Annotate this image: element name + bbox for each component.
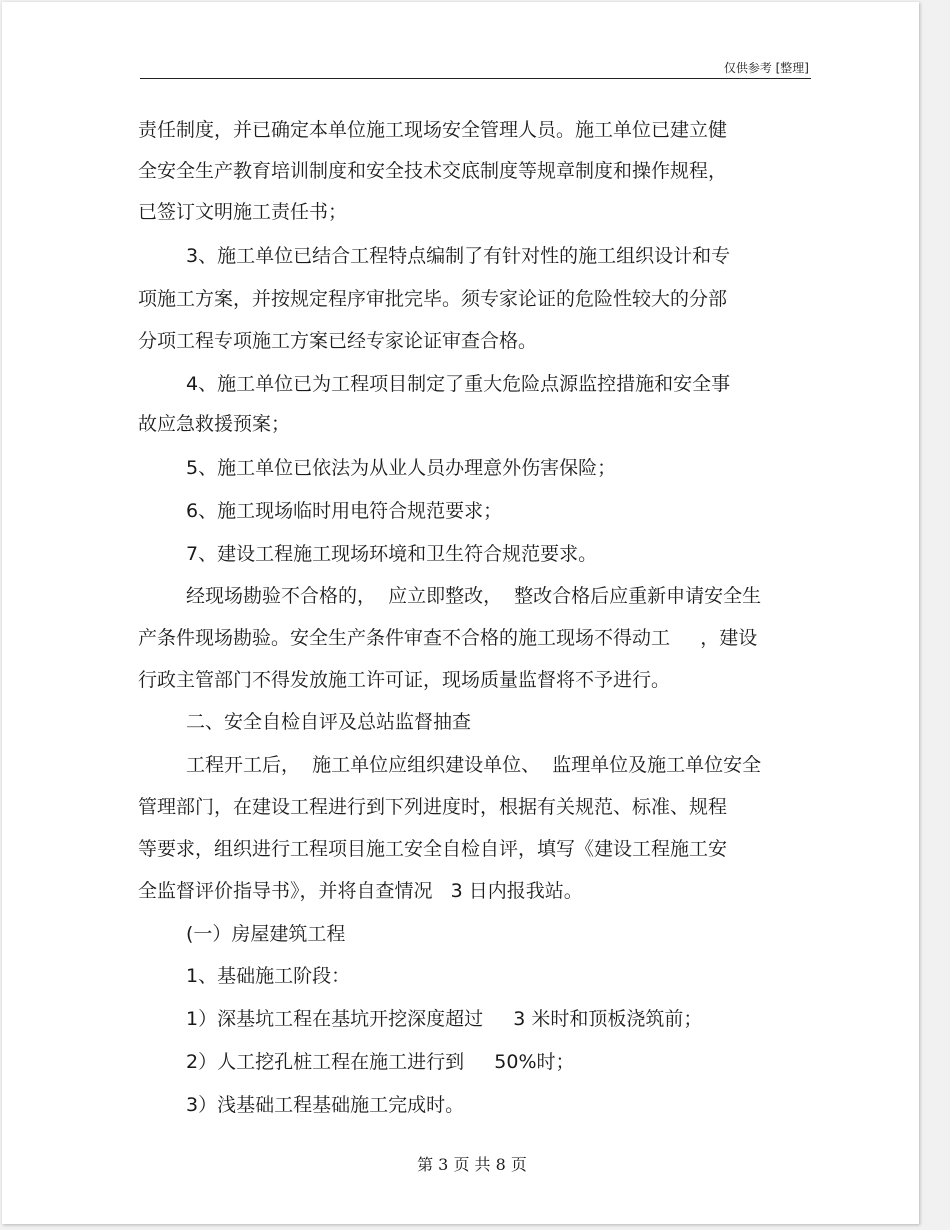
body-line: 分项工程专项施工方案已经专家论证审查合格。 (138, 330, 538, 352)
body-line: 全监督评价指导书》，并将自查情况 3 日内报我站。 (138, 880, 583, 902)
list-item: 1）深基坑工程在基坑开挖深度超过 3 米时和顶板浇筑前； (186, 1008, 703, 1030)
body-line: 管理部门，在建设工程进行到下列进度时，根据有关规范、标准、规程 (138, 796, 728, 818)
body-line: 产条件现场勘验。安全生产条件审查不合格的施工现场不得动工 ，建设 (138, 627, 758, 649)
section-heading: 二、安全自检自评及总站监督抽查 (186, 711, 472, 733)
body-line: 工程开工后， 施工单位应组织建设单位、 监理单位及施工单位安全 (186, 754, 762, 776)
body-line: 6、施工现场临时用电符合规范要求； (186, 500, 503, 522)
body-line: 行政主管部门不得发放施工许可证，现场质量监督将不予进行。 (138, 669, 671, 691)
body-line: 1、基础施工阶段： (186, 965, 351, 987)
subsection-heading: (一）房屋建筑工程 (186, 923, 346, 945)
list-item: 2）人工挖孔桩工程在施工进行到 50%时； (186, 1051, 575, 1073)
body-line: 4、施工单位已为工程项目制定了重大危险点源监控措施和安全事 (186, 373, 731, 395)
body-line: 3、施工单位已结合工程特点编制了有针对性的施工组织设计和专 (186, 245, 731, 267)
page-footer: 第 3 页 共 8 页 (417, 1155, 527, 1174)
body-line: 项施工方案，并按规定程序审批完毕。须专家论证的危险性较大的分部 (138, 288, 728, 310)
document-page (2, 2, 919, 1224)
body-line: 等要求，组织进行工程项目施工安全自检自评，填写《建设工程施工安 (138, 838, 728, 860)
body-line: 故应急救援预案； (138, 413, 291, 435)
body-line: 7、建设工程施工现场环境和卫生符合规范要求。 (186, 543, 598, 565)
body-line: 已签订文明施工责任书； (138, 201, 348, 223)
body-line: 经现场勘验不合格的， 应立即整改， 整改合格后应重新申请安全生 (186, 585, 762, 607)
list-item: 3）浅基础工程基础施工完成时。 (186, 1094, 465, 1116)
body-line: 5、施工单位已依法为从业人员办理意外伤害保险； (186, 457, 617, 479)
header-note: 仅供参考 [整理] (723, 61, 809, 75)
body-line: 责任制度，并已确定本单位施工现场安全管理人员。施工单位已建立健 (138, 119, 728, 141)
header-rule (140, 78, 811, 79)
body-line: 全安全生产教育培训制度和安全技术交底制度等规章制度和操作规程， (138, 160, 728, 182)
